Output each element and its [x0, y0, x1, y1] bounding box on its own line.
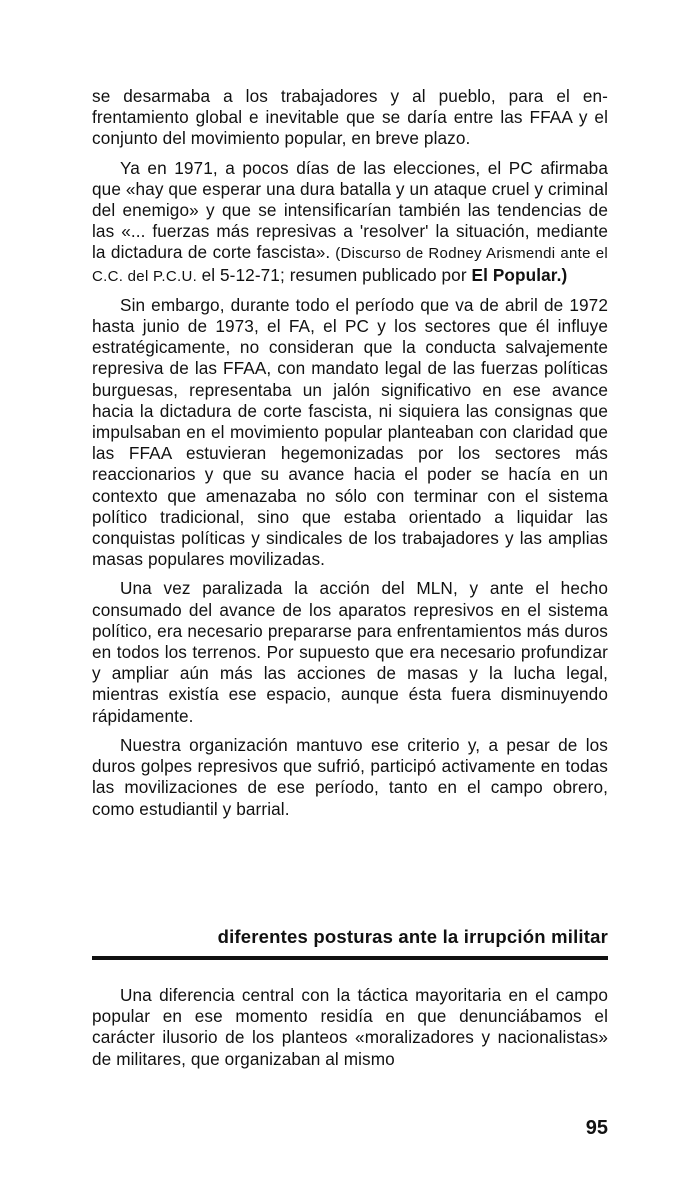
paragraph-5: Nuestra organización mantuvo ese criterio y, a pesar de los duros golpes represivos que sufrió, participó activamente en todas las movilizaciones de ese período, tanto en el campo obrero, como estudiantil y barrial.: [92, 734, 608, 819]
paragraph-6: Una diferencia central con la táctica mayoritaria en el campo popular en ese momento residía en que denunciábamos el carácter ilusorio de los planteos «moralizadores y nacionalistas» de militares, que organizaban al mismo: [92, 985, 608, 1069]
section-heading: diferentes posturas ante la irrupción militar: [217, 926, 608, 947]
paragraph-2-citation: (Discurso de Rodney Arismendi ante el C.C. del P.C.U.: [92, 245, 608, 285]
paragraph-2-citation-tail: el 5-12-71; resumen publicado por: [201, 264, 472, 285]
page-number: 95: [585, 1117, 608, 1139]
section-heading-block: [92, 924, 608, 960]
page-body-continued: [92, 985, 608, 1070]
heading-rule: [92, 956, 608, 960]
paragraph-1: se desarmaba a los trabajadores y al pueblo, para el en-frentamiento global e inevitable que se daría entre las FFAA y el conjunto del movimiento popular, en breve plazo.: [92, 86, 608, 149]
paragraph-2-text: Ya en 1971, a pocos días de las elecciones, el PC afirmaba que «hay que esperar una dura batalla y un ataque cruel y criminal del enemigo» y que se intensificarían también las tendencias de las «... fuerzas más represivas a 'resolver' la situación, mediante la dictadura de corte fascista».: [92, 157, 608, 263]
paragraph-3: Sin embargo, durante todo el período que va de abril de 1972 hasta junio de 1973, el FA, el PC y los sectores que él influye estratégicamente, no consideran que la conducta salvajemente represiva de las FFAA, con mandato legal de las fuerzas políticas burguesas, representaba un jalón significativo en ese avance hacia la dictadura de corte fascista, ni siquiera las consignas que impulsaban en el movimiento popular planteaban con claridad que las FFAA estuvieran hegemonizadas por los sectores más reaccionarios y que su avance hacia el poder se hacía en un contexto que amenazaba no sólo con terminar con el sistema político tradicional, sino que estaba orientado a liquidar las conquistas políticas y sindicales de los trabajadores y las amplias masas populares movilizadas.: [92, 294, 608, 570]
page-body: [92, 86, 608, 820]
paragraph-4: Una vez paralizada la acción del MLN, y ante el hecho consumado del avance de los aparatos represivos en el sistema político, era necesario prepararse para enfrentamientos más duros en todos los terrenos. Por supuesto que era necesario profundizar y ampliar aún más las acciones de masas y la lucha legal, mientras existía ese espacio, aunque ésta fuera disminuyendo rápidamente.: [92, 578, 608, 726]
paragraph-2: [92, 158, 608, 287]
paragraph-2-source: El Popular.): [471, 264, 568, 285]
